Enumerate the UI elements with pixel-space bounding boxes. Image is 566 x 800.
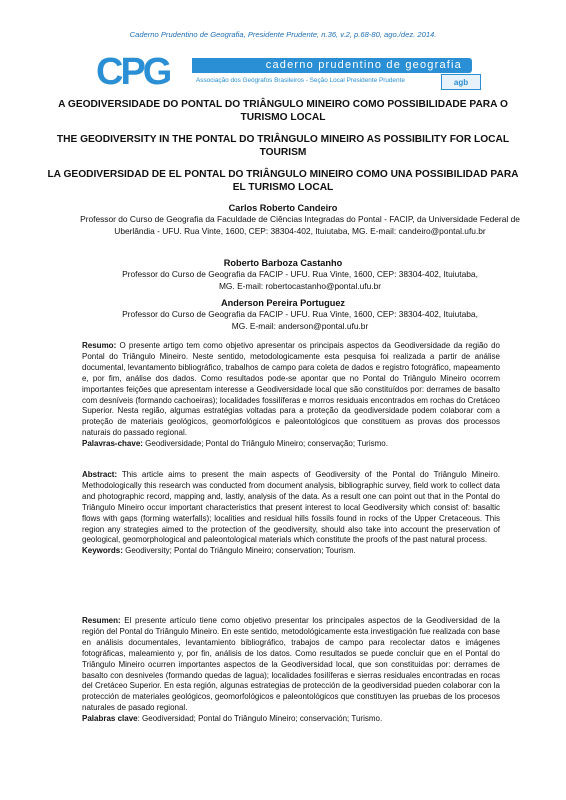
- title-portuguese: A GEODIVERSIDADE DO PONTAL DO TRIÂNGULO MINEIRO COMO POSSIBILIDADE PARA O TURISMO LOCAL: [58, 99, 508, 123]
- abstract-english: [82, 470, 500, 557]
- author-name: Carlos Roberto Candeiro: [228, 203, 338, 213]
- title-english: THE GEODIVERSITY IN THE PONTAL DO TRIÂNGULO MINEIRO AS POSSIBILITY FOR LOCAL TOURISM: [56, 134, 510, 158]
- association-name: Associação dos Geógrafos Brasileiros - Seção Local Presidente Prudente: [196, 77, 405, 84]
- keywords-label: Palabras clave: [82, 714, 138, 724]
- cpg-logo: [96, 51, 192, 93]
- author-name: Anderson Pereira Portuguez: [220, 298, 346, 308]
- journal-banner: [96, 51, 474, 93]
- abstract-text: This article aims to present the main aspects of Geodiversity of the Pontal do Triângulo Mineiro. Methodologically this research was conducted from document analysis, bibliographic survey, field work to collect data and photographic record, mapping and, lastly, analysis of the data. As a result one can point out that in the Pontal do Triângulo Mineiro occur important characteristics that present interest to local Geodiversity which consist of: basaltic flows with gaps (forming waterfalls); localities and residual hills fossils found in rocks of the Upper Cretaceous. This region any strategies aimed to the protection of the geodiversity, should also take into account the preservation of geological, geomorphological and paleontological materials which constitute the proofs of the past natural process.: [82, 470, 500, 545]
- banner-band: [192, 58, 472, 73]
- abstract-text: El presente artículo tiene como objetivo presentar los principales aspectos de la Geodiversidad de la región del Pontal do Triângulo Mineiro. En este sentido, metodológicamente esta investigación fue realizada con base en análisis documentales, levantamiento bibliográfico, trabajos de campo para recolectar datos e imágenes fotográficas, maleamiento y, por fin, análisis de los datos. Como resultados se puede concluir que en el Pontal do Triângulo Mineiro ocurren importantes aspectos de la Geodiversidad local, que son constituidas por: derrames de basalto con desniveles (formando quedas de lagua); localidades fosilíferas e sierras residuales encontradas en rocas del Cretáceo Superior. En esta región, algunas estrategias de protección de la geodiversidad pueden colaborar con la protección de materiales geológicos, geomorfológicos e paleontológicos que constituyen las pruebas de los procesos naturales de pasado regional.: [82, 616, 500, 713]
- abstract-portuguese: [82, 341, 500, 450]
- abstract-label: Resumo:: [82, 341, 117, 350]
- keywords-label: Palavras-chave:: [82, 439, 143, 449]
- keywords-text: Geodiversity; Pontal do Triângulo Mineiro; conservation; Tourism.: [122, 546, 356, 556]
- keywords-text: : Geodiversidad; Pontal do Triângulo Mineiro; conservación; Turismo.: [137, 714, 383, 724]
- author-affiliation: Professor do Curso de Geografia da FACIP - UFU. Rua Vinte, 1600, CEP: 38304-402, Ituiutaba, MG. E-mail: anderson@pontal.ufu.br: [122, 309, 478, 331]
- agb-logo: agb: [441, 74, 481, 90]
- abstract-label: Abstract:: [82, 470, 118, 479]
- author-affiliation: Professor do Curso de Geografia da Faculdade de Ciências Integradas do Pontal - FACIP, da Universidade Federal de Uberlândia - UFU. Rua Vinte, 1600, CEP: 38304-402, Ituiutaba, MG. E-mail: candeiro@pontal.ufu.br: [80, 214, 520, 236]
- keywords-label: Keywords:: [82, 546, 123, 556]
- banner-title: caderno prudentino de geografia: [265, 59, 462, 71]
- cpg-logo-text: CPG: [96, 51, 170, 93]
- journal-reference: Caderno Prudentino de Geografia, Presidente Prudente, n.36, v.2, p.68-80, ago./dez. 2014.: [129, 30, 437, 39]
- title-spanish: LA GEODIVERSIDAD DE EL PONTAL DO TRIÂNGULO MINEIRO COMO UNA POSSIBILIDAD PARA EL TURISMO LOCAL: [47, 169, 519, 193]
- abstract-spanish: [82, 616, 500, 725]
- abstract-label: Resumen:: [82, 616, 121, 625]
- author-name: Roberto Barboza Castanho: [223, 258, 343, 268]
- keywords-text: Geodiversidade; Pontal do Triângulo Mineiro; conservação; Turismo.: [142, 439, 388, 449]
- abstract-text: O presente artigo tem como objetivo apresentar os principais aspectos da Geodiversidade da região do Pontal do Triângulo Mineiro. Neste sentido, metodologicamente esta pesquisa foi realizada a partir de análise documental, levantamento bibliográfico, trabalhos de campo para coleta de dados e registro fotográfico, mapeamento e, por fim, análise dos dados. Como resultados pode-se apontar que no Pontal do Triângulo Mineiro ocorrem importantes feições que apresentam interesse a Geodiversidade local que são constituídos por: derrames de basalto com desníveis (formando cachoeiras); localidades fossilíferas e morros residuais encontrados em rochas do Cretáceo Superior. Nesta região, algumas estratégias voltadas para a proteção da geodiversidade podem colaborar com a proteção de materiais geológicos, geomorfológicos e paleontológicos que constituem as provas dos processos naturais do passado regional.: [82, 341, 500, 438]
- author-affiliation: Professor do Curso de Geografia da FACIP - UFU. Rua Vinte, 1600, CEP: 38304-402, Ituiutaba, MG. E-mail: robertocastanho@pontal.ufu.br: [122, 269, 478, 291]
